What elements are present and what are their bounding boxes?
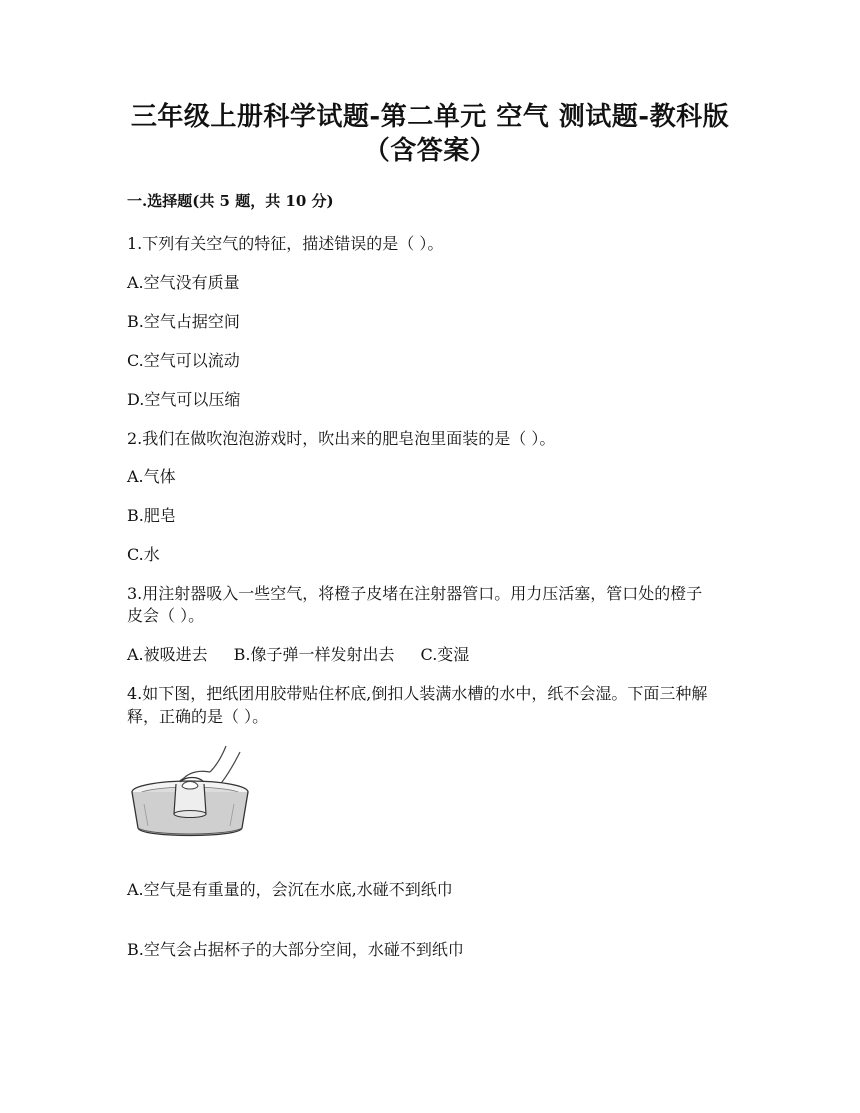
question-1-option-a: A.空气没有质量	[127, 273, 240, 292]
question-1-option-d: D.空气可以压缩	[127, 390, 241, 409]
question-4-option-a: A.空气是有重量的，会沉在水底,水碰不到纸巾	[127, 880, 453, 899]
question-3-option-b: B.像子弹一样发射出去	[233, 645, 395, 664]
question-2-stem: 2.我们在做吹泡泡游戏时，吹出来的肥皂泡里面装的是（ ）。	[127, 429, 556, 448]
question-2-option-c: C.水	[127, 545, 160, 564]
question-3-stem-line2: 皮会（ ）。	[127, 606, 205, 625]
document-title: 三年级上册科学试题-第二单元 空气 测试题-教科版	[130, 102, 730, 132]
question-3-option-a: A.被吸进去	[127, 645, 208, 664]
question-4-stem-line1: 4.如下图，把纸团用胶带贴住杯底,倒扣人装满水槽的水中，纸不会湿。下面三种解	[127, 684, 708, 703]
question-3-option-c: C.变湿	[420, 645, 470, 664]
question-4-option-b: B.空气会占据杯子的大部分空间，水碰不到纸巾	[127, 940, 464, 959]
question-3-options	[127, 644, 469, 666]
basin-cup-hand-illustration-icon	[130, 742, 252, 846]
section-heading: 一.选择题(共 5 题，共 10 分)	[127, 192, 334, 210]
question-2-option-a: A.气体	[127, 467, 176, 486]
question-4-stem-line2: 释，正确的是（ ）。	[127, 707, 269, 726]
question-1-option-c: C.空气可以流动	[127, 351, 240, 370]
question-2-option-b: B.肥皂	[127, 506, 176, 525]
question-3-stem-line1: 3.用注射器吸入一些空气，将橙子皮堵在注射器管口。用力压活塞，管口处的橙子	[127, 584, 703, 603]
question-1-option-b: B.空气占据空间	[127, 312, 240, 331]
question-1-stem: 1.下列有关空气的特征，描述错误的是（ ）。	[127, 234, 444, 253]
document-title-suffix: （含答案）	[363, 136, 497, 166]
